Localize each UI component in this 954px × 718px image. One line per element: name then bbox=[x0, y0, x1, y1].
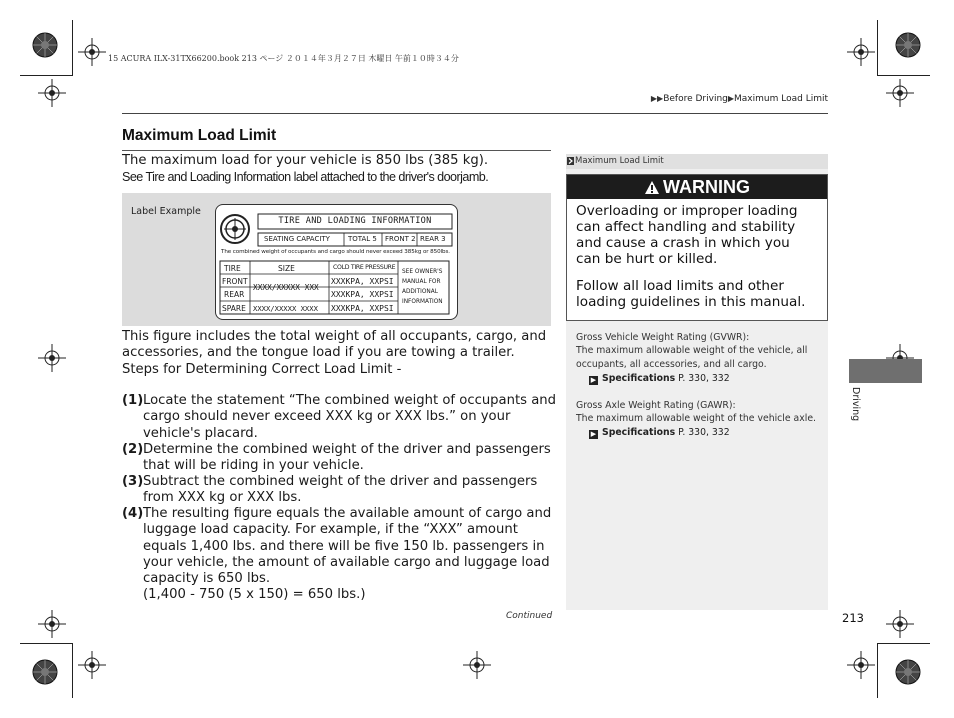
step-text bbox=[143, 442, 562, 475]
placard-front: FRONT 2 bbox=[385, 235, 416, 243]
tire-placard bbox=[215, 204, 458, 320]
header-rule bbox=[122, 113, 828, 114]
warning-line: Follow all load limits and other bbox=[576, 278, 784, 294]
link-label: Specifications bbox=[602, 373, 676, 384]
placard-col-tire: TIRE bbox=[224, 264, 241, 273]
reference-arrow-icon: ▶ bbox=[590, 430, 597, 438]
placard-see-manual-line: MANUAL FOR bbox=[402, 279, 441, 285]
placard-row-rear: REAR bbox=[224, 290, 245, 299]
warning-box bbox=[566, 174, 828, 321]
placard-col-pressure: COLD TIRE PRESSURE bbox=[333, 264, 396, 271]
intro-note: See Tire and Loading Information label attached to the driver's doorjamb. bbox=[122, 170, 489, 184]
step-number: (4) bbox=[122, 506, 144, 521]
step-line: luggage load capacity. For example, if the “XXX” amount bbox=[143, 522, 518, 538]
chapter-tab-label bbox=[842, 385, 866, 427]
step-line: Determine the combined weight of the driver and passengers bbox=[143, 442, 551, 457]
step-number: (3) bbox=[122, 474, 144, 489]
placard-see-manual bbox=[402, 267, 443, 307]
warning-line: loading guidelines in this manual. bbox=[576, 294, 806, 310]
placard-title: TIRE AND LOADING INFORMATION bbox=[278, 216, 432, 226]
gawr-title: Gross Axle Weight Rating (GAWR): bbox=[576, 400, 736, 411]
step-line: Subtract the combined weight of the driver and passengers bbox=[143, 474, 538, 489]
step-line: The resulting figure equals the available amount of cargo and bbox=[143, 506, 552, 521]
placard-col-size: SIZE bbox=[278, 264, 295, 273]
page-number: 213 bbox=[842, 611, 864, 625]
step-1 bbox=[122, 393, 562, 442]
breadcrumb-item-before-driving[interactable]: Before Driving bbox=[663, 94, 728, 104]
placard-spare-size: XXXX/XXXXX XXXX bbox=[253, 304, 318, 313]
step-text bbox=[143, 506, 562, 604]
intro-line: The maximum load for your vehicle is 850 lbs (385 kg). bbox=[122, 153, 489, 168]
sidebar-header-text: Maximum Load Limit bbox=[575, 156, 664, 166]
gawr-line: The maximum allowable weight of the vehicle axle. bbox=[576, 413, 817, 425]
right-triangle-icon: ▶ bbox=[727, 94, 735, 103]
link-pages: P. 330, 332 bbox=[678, 427, 730, 438]
step-line: vehicle's placard. bbox=[143, 425, 258, 441]
step-line: capacity is 650 lbs. bbox=[143, 571, 271, 587]
body-line: This figure includes the total weight of all occupants, cargo, and bbox=[122, 329, 547, 344]
warning-paragraph-2 bbox=[576, 278, 824, 310]
gawr-specifications-link[interactable] bbox=[589, 427, 730, 439]
step-2 bbox=[122, 442, 562, 475]
step-text bbox=[143, 474, 562, 507]
placard-row-spare: SPARE bbox=[222, 304, 246, 313]
reference-arrow-icon: ▶ bbox=[590, 376, 597, 384]
step-line: cargo should never exceed XXX kg or XXX lbs.” on your bbox=[143, 409, 511, 425]
placard-front-size: XXXX/XXXXX XXX bbox=[253, 283, 319, 292]
placard-front-pressure: XXXKPA, XXPSI bbox=[331, 277, 394, 286]
warning-triangle-icon bbox=[644, 180, 660, 195]
body-paragraph bbox=[122, 329, 562, 378]
warning-paragraph-1 bbox=[576, 203, 824, 267]
step-line: your vehicle, the amount of available cargo and luggage load bbox=[143, 554, 550, 570]
step-3 bbox=[122, 474, 562, 507]
body-line: Steps for Determining Correct Load Limit - bbox=[122, 361, 402, 377]
link-label: Specifications bbox=[602, 427, 676, 438]
warning-label: WARNING bbox=[663, 177, 750, 197]
double-right-triangle-icon: ▶▶ bbox=[650, 94, 664, 103]
placard-statement: The combined weight of occupants and cargo should never exceed 385kg or 850lbs. bbox=[221, 249, 450, 255]
step-line: (1,400 - 750 (5 x 150) = 650 lbs.) bbox=[143, 587, 366, 603]
placard-see-manual-line: SEE OWNER'S bbox=[402, 269, 443, 275]
gvwr-definition bbox=[576, 331, 826, 371]
placard-see-manual-line: ADDITIONAL bbox=[402, 289, 438, 295]
placard-see-manual-line: INFORMATION bbox=[402, 299, 443, 305]
placard-row-front: FRONT bbox=[222, 277, 248, 286]
tire-icon bbox=[221, 215, 249, 243]
warning-line: and cause a crash in which you bbox=[576, 235, 790, 251]
gvwr-line: The maximum allowable weight of the vehicle, all bbox=[576, 345, 808, 357]
step-line: equals 1,400 lbs. and there will be five 150 lb. passengers in bbox=[143, 538, 545, 554]
title-rule bbox=[122, 150, 551, 151]
placard-rear-pressure: XXXKPA, XXPSI bbox=[331, 290, 394, 299]
warning-line: can be hurt or killed. bbox=[576, 251, 718, 267]
warning-line: Overloading or improper loading bbox=[576, 203, 798, 219]
placard-total: TOTAL 5 bbox=[348, 235, 377, 243]
figure-caption: Label Example bbox=[131, 206, 201, 217]
step-line: from XXX kg or XXX lbs. bbox=[143, 490, 302, 506]
gawr-definition bbox=[576, 399, 826, 426]
placard-seating: SEATING CAPACITY bbox=[264, 235, 330, 243]
step-text bbox=[143, 393, 562, 442]
tab-label-text: Driving bbox=[850, 387, 861, 422]
placard-rear: REAR 3 bbox=[420, 235, 446, 243]
section-title: Maximum Load Limit bbox=[122, 127, 277, 144]
print-header: 15 ACURA ILX-31TX66200.book 213 ページ ２０１４年３月２７日 木曜日 午前１０時３４分 bbox=[108, 54, 459, 63]
gvwr-line: occupants, all accessories, and all cargo. bbox=[576, 358, 767, 370]
body-line: accessories, and the tongue load if you are towing a trailer. bbox=[122, 345, 515, 361]
warning-banner bbox=[567, 175, 827, 199]
warning-line: can affect handling and stability bbox=[576, 219, 796, 235]
placard-spare-pressure: XXXKPA, XXPSI bbox=[331, 304, 394, 313]
step-number: (1) bbox=[122, 393, 144, 408]
continued-note: Continued bbox=[506, 611, 553, 621]
reference-arrow-icon bbox=[567, 157, 574, 165]
breadcrumb-item-maximum-load-limit[interactable]: Maximum Load Limit bbox=[734, 94, 828, 104]
link-pages: P. 330, 332 bbox=[678, 373, 730, 384]
breadcrumb bbox=[651, 94, 828, 104]
chapter-tab[interactable] bbox=[849, 359, 922, 383]
step-line: Locate the statement “The combined weight of occupants and bbox=[143, 393, 557, 408]
gvwr-title: Gross Vehicle Weight Rating (GVWR): bbox=[576, 332, 750, 343]
gvwr-specifications-link[interactable] bbox=[589, 373, 730, 385]
step-4 bbox=[122, 506, 562, 604]
step-number: (2) bbox=[122, 442, 144, 457]
step-line: that will be riding in your vehicle. bbox=[143, 458, 364, 474]
